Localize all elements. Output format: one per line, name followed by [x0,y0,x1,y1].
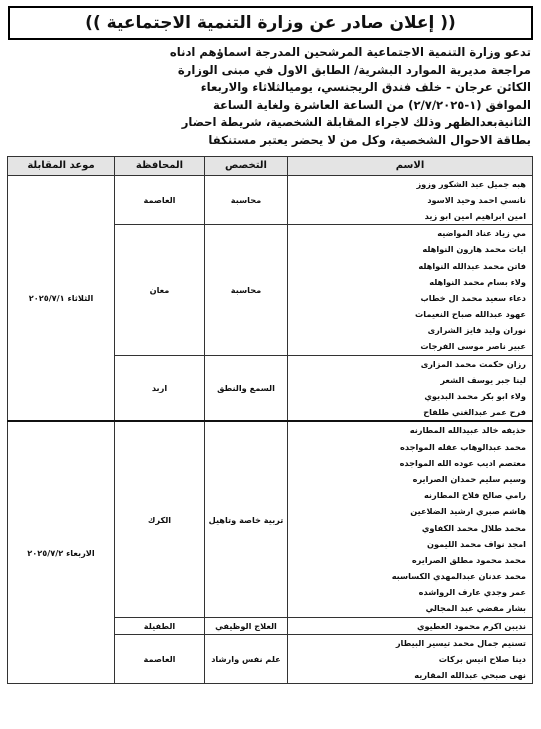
candidate-name: هاشم صبري ارشيد الضلاعين [410,506,526,517]
names-cell [288,617,533,634]
candidate-name: دعاء سعيد محمد ال خطاب [420,292,526,303]
specialty-cell: محاسبة [205,225,288,356]
candidate-name: معتصم اديب عوده الله المواجده [399,457,526,468]
candidate-name: ولاء ابو بكر محمد البديوي [424,391,526,401]
intro-line: الموافق (١-٢/٧/٢٠٢٥) من الساعة العاشرة ولغاية الساعة [212,97,531,112]
header-governorate: المحافظة [115,156,205,175]
candidate-name: رامي صالح فلاح المطارنه [423,490,526,501]
candidate-name: عمر وجدي عارف الرواشده [418,587,526,598]
candidate-name: محمد عدنان عبدالمهدي الكساسبه [391,571,526,582]
candidate-name: وسيم سليم حمدان الصرايره [412,473,526,484]
candidate-name: نديبن اكرم محمود العطيوي [416,620,526,631]
candidate-name: ولاء بسام محمد النواهله [429,276,526,287]
names-cell [288,634,533,684]
candidate-name: امين ابراهيم امين ابو زيد [424,210,526,221]
intro-line: الكائن عرجان - خلف فندق الريجنسي، يوميالثلاثاء والاربعاء [200,80,531,95]
names-cell [288,225,533,356]
candidate-name: تسنيم جمال محمد تيسير البيطار [395,637,526,648]
candidate-name: عهود عبدالله صباح النعيمات [415,309,526,320]
table-header-row [8,156,533,175]
candidate-name: حذيفه خالد عبيدالله المطارنه [409,425,526,436]
table-body [8,175,533,684]
specialty-cell: تربية خاصة وتاهيل [205,421,288,617]
governorate-cell: الطفيلة [115,617,205,634]
governorate-cell: اربد [115,355,205,421]
governorate-cell: العاصمة [115,175,205,225]
governorate-cell: العاصمة [115,634,205,684]
candidate-name: ايات محمد هارون النواهله [422,244,526,255]
candidate-name: عبير ناصر موسى الفرجات [420,341,526,352]
candidate-name: هبه جميل عبد الشكور وزوز [416,178,526,189]
specialty-cell: محاسبة [205,175,288,225]
candidate-name: فاتن محمد عبدالله النواهله [418,260,526,271]
candidate-name: محمد عبدالوهاب عقله المواجده [400,441,526,452]
intro-line: بطاقة الاحوال الشخصية، وكل من لا يحضر يعتبر مستنكفا [208,132,531,147]
interview-date-cell: الثلاثاء ٢٠٢٥/٧/١ [8,175,115,421]
candidate-name: فرح عمر عبدالغني طلفاح [423,407,526,418]
header-name: الاسم [288,156,533,175]
candidate-name: رزان حكمت محمد المزارى [420,358,526,369]
candidate-name: لينا جبر يوسف الشعر [440,374,526,385]
announcement-intro [8,44,533,150]
candidate-name: نوران وليد فايز الشرارى [427,325,526,336]
specialty-cell: علم نفس وارشاد [205,634,288,684]
names-cell [288,175,533,225]
specialty-cell: العلاج الوظيفي [205,617,288,634]
candidate-name: محمد محمود مطلق الصرايره [411,554,526,565]
intro-line: مراجعة مديرية الموارد البشرية/ الطابق الاول في مبنى الوزارة [177,62,531,77]
candidate-name: مي زياد عناد المواضيه [437,228,526,239]
candidate-name: بشار مفضي عبد المجالي [425,603,526,614]
header-interview-date: موعد المقابلة [8,156,115,175]
governorate-cell: الكرك [115,421,205,617]
candidates-table [7,156,533,685]
candidate-name: دينا صلاح انيس بركات [438,654,526,664]
governorate-cell: معان [115,225,205,356]
candidate-name: امجد نواف محمد الليمون [427,538,526,549]
specialty-cell: السمع والنطق [205,355,288,421]
announcement-title: (( إعلان صادر عن وزارة التنمية الاجتماعية )) [8,6,533,40]
header-specialty: التخصص [205,156,288,175]
candidate-name: نانسي احمد وحيد الاسود [427,194,526,205]
candidate-name: نهى صبحي عبدالله المقاريه [414,670,526,681]
intro-line: تدعو وزارة التنمية الاجتماعية المرشحين المدرجة اسماؤهم ادناه [169,45,531,59]
candidate-name: محمد طلال محمد الكفاوي [421,522,526,533]
table-row [8,421,533,617]
table-row [8,175,533,225]
names-cell [288,355,533,421]
intro-line: الثانيةبعدالظهر وذلك لاجراء المقابلة الشخصية، شريطة احضار [181,115,531,130]
interview-date-cell: الاربعاء ٢٠٢٥/٧/٢ [8,421,115,684]
announcement-page [8,6,533,684]
names-cell [288,421,533,617]
